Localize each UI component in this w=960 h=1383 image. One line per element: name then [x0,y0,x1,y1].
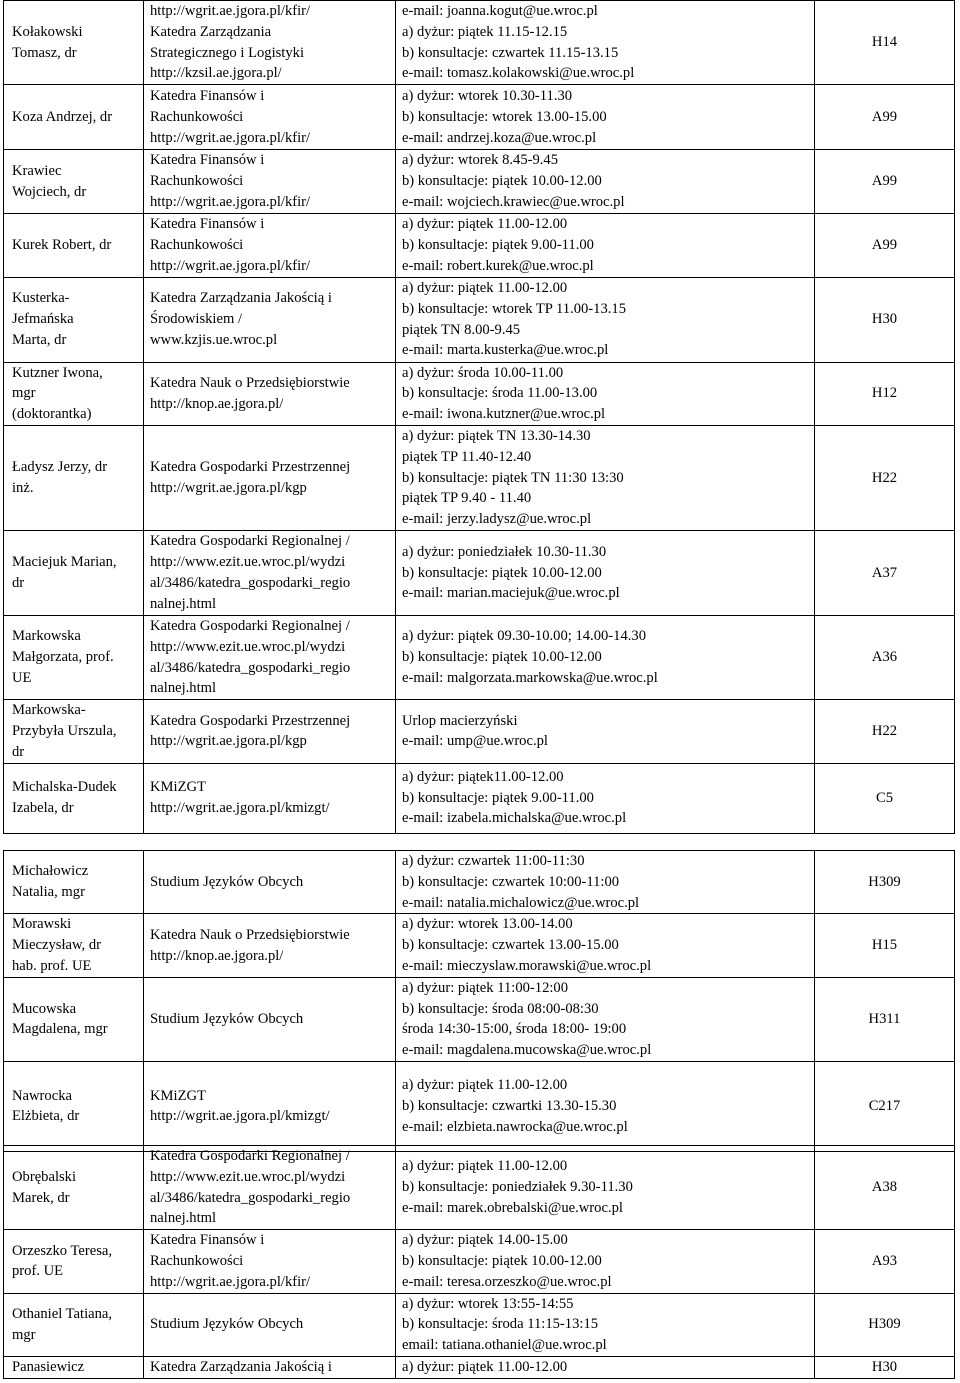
staff-name-cell [4,277,144,362]
staff-name-cell [4,700,144,763]
department-cell-line: Środowiskiem / [150,311,243,328]
office-hours-cell [396,425,815,530]
table-row [4,150,955,214]
department-cell-line: http://wgrit.ae.jgora.pl/kgp [150,479,307,496]
department-cell-line: http://wgrit.ae.jgora.pl/kfir/ [150,194,311,211]
staff-name-cell-line: Elżbieta, dr [12,1108,80,1125]
table-row [4,1293,955,1356]
room-cell [815,1,955,85]
office-hours-cell-line: b) konsultacje: czwartki 13.30-15.30 [402,1098,617,1115]
office-hours-cell-line: a) dyżur: wtorek 13:55-14:55 [402,1295,574,1312]
office-hours-cell-line: e-mail: teresa.orzeszko@ue.wroc.pl [402,1273,612,1290]
department-cell [144,214,396,277]
staff-name-cell-line: Tomasz, dr [12,44,77,61]
office-hours-cell-line: b) konsultacje: piątek 9.00-11.00 [402,236,594,253]
staff-name-cell-line: Kurek Robert, dr [12,236,112,253]
room-cell [815,214,955,277]
table-row [4,277,955,362]
office-hours-cell [396,530,815,615]
office-hours-cell-line: a) dyżur: wtorek 10.30-11.30 [402,87,573,104]
office-hours-cell-line: a) dyżur: piątek 11.15-12.15 [402,23,568,40]
office-hours-cell-line: b) konsultacje: piątek TN 11:30 13:30 [402,469,624,486]
department-cell-line: Katedra Finansów i [150,1232,265,1249]
office-hours-cell [396,85,815,150]
office-hours-cell [396,615,815,699]
table-row [4,425,955,530]
room-cell-text: H309 [868,873,901,890]
room-cell-text: A37 [871,564,898,581]
office-hours-cell-line: a) dyżur: piątek 11.00-12.00 [402,1358,568,1375]
staff-name-cell-line: dr [12,574,25,591]
staff-name-cell-line: prof. UE [12,1263,64,1280]
department-cell-line: Katedra Gospodarki Regionalnej / [150,533,350,550]
staff-name-cell-line: Natalia, mgr [12,884,85,901]
office-hours-cell-line: email: tatiana.othaniel@ue.wroc.pl [402,1337,607,1354]
staff-name-cell-line: Ładysz Jerzy, dr [12,459,108,476]
office-hours-cell-line: b) konsultacje: wtorek 13.00-15.00 [402,108,607,125]
office-hours-cell-line: e-mail: robert.kurek@ue.wroc.pl [402,257,594,274]
staff-name-cell-line: Krawiec [12,162,62,179]
room-cell-text: H15 [871,937,898,954]
department-cell-line: Rachunkowości [150,236,244,253]
room-cell [815,914,955,977]
room-cell [815,150,955,214]
department-cell-line: Katedra Zarządzania Jakością i [150,1358,332,1375]
table-row [4,214,955,277]
department-cell-line: http://www.ezit.ue.wroc.pl/wydzi [150,1168,346,1185]
staff-name-cell [4,977,144,1061]
department-cell [144,1293,396,1356]
office-hours-cell-line: e-mail: jerzy.ladysz@ue.wroc.pl [402,511,592,528]
office-hours-cell [396,277,815,362]
table-row [4,851,955,914]
staff-name-cell [4,425,144,530]
room-cell-text: H311 [868,1010,901,1027]
table-row [4,85,955,150]
office-hours-cell-line: Urlop macierzyński [402,712,518,729]
room-cell-text: A99 [871,236,898,253]
staff-name-cell-line: Magdalena, mgr [12,1021,108,1038]
department-cell-line: al/3486/katedra_gospodarki_regio [150,1189,351,1206]
office-hours-cell [396,763,815,833]
office-hours-cell [396,1146,815,1230]
room-cell [815,1061,955,1151]
department-cell-line: Katedra Zarządzania Jakością i [150,290,332,307]
room-cell [815,530,955,615]
staff-name-cell-line: Othaniel Tatiana, [12,1305,113,1322]
department-cell-line: Rachunkowości [150,1252,244,1269]
room-cell-text: H30 [871,311,898,328]
department-cell [144,530,396,615]
staff-name-cell-line: (doktorantka) [12,406,92,423]
office-hours-cell-line: a) dyżur: środa 10.00-11.00 [402,364,564,381]
room-cell [815,277,955,362]
office-hours-cell-line: b) konsultacje: piątek 10.00-12.00 [402,1252,602,1269]
staff-name-cell [4,1293,144,1356]
department-cell-line: Strategicznego i Logistyki [150,44,305,61]
staff-name-cell-line: Przybyła Urszula, [12,722,117,739]
department-cell-line: Katedra Nauk o Przedsiębiorstwie [150,926,350,943]
department-cell-line: Katedra Gospodarki Regionalnej / [150,1148,350,1164]
department-cell-line: nalnej.html [150,680,217,697]
staff-table-3 [3,1145,955,1379]
department-cell-line: www.kzjis.ue.wroc.pl [150,331,278,348]
department-cell-line: Katedra Finansów i [150,216,265,233]
office-hours-cell [396,1230,815,1293]
office-hours-cell-line: a) dyżur: piątek 11.00-12.00 [402,1077,568,1094]
department-cell [144,1061,396,1151]
office-hours-cell-line: a) dyżur: piątek TN 13.30-14.30 [402,427,591,444]
staff-name-cell [4,851,144,914]
office-hours-cell-line: piątek TP 11.40-12.40 [402,448,532,465]
department-cell-line: Katedra Zarządzania [150,23,272,40]
department-cell-line: http://www.ezit.ue.wroc.pl/wydzi [150,554,346,571]
staff-table-2 [3,850,955,1152]
staff-name-cell-line: Markowska [12,628,81,645]
office-hours-cell-line: b) konsultacje: piątek 10.00-12.00 [402,173,602,190]
department-cell-line: Studium Języków Obcych [150,1316,304,1333]
office-hours-cell-line: a) dyżur: piątek 11.00-12.00 [402,216,568,233]
room-cell [815,1230,955,1293]
department-cell-line: nalnej.html [150,595,217,612]
staff-name-cell-line: Morawski [12,916,72,933]
room-cell-text: A99 [871,108,898,125]
room-cell-text: A36 [871,649,898,666]
room-cell-text: H30 [871,1358,898,1375]
office-hours-cell [396,1356,815,1378]
department-cell-line: http://wgrit.ae.jgora.pl/kgp [150,733,307,750]
department-cell [144,425,396,530]
office-hours-cell-line: b) konsultacje: piątek 9.00-11.00 [402,789,594,806]
department-cell-line: http://wgrit.ae.jgora.pl/kmizgt/ [150,1108,330,1125]
office-hours-cell-line: a) dyżur: piątek11.00-12.00 [402,768,564,785]
staff-name-cell-line: Panasiewicz [12,1358,85,1375]
staff-name-cell [4,615,144,699]
room-cell-text: A38 [871,1179,898,1196]
department-cell-line: Studium Języków Obcych [150,873,304,890]
staff-name-cell-line: dr [12,743,25,760]
department-cell-line: Rachunkowości [150,173,244,190]
staff-name-cell-line: Nawrocka [12,1087,72,1104]
staff-name-cell-line: Mieczysław, dr [12,937,102,954]
office-hours-cell-line: a) dyżur: piątek 11.00-12.00 [402,1158,568,1175]
department-cell-line: http://www.ezit.ue.wroc.pl/wydzi [150,638,346,655]
office-hours-cell [396,1,815,85]
staff-name-cell [4,1356,144,1378]
office-hours-cell-line: e-mail: wojciech.krawiec@ue.wroc.pl [402,194,625,211]
office-hours-cell [396,1061,815,1151]
staff-name-cell [4,150,144,214]
office-hours-cell-line: a) dyżur: wtorek 8.45-9.45 [402,152,559,169]
department-cell-line: Katedra Finansów i [150,87,265,104]
office-hours-cell-line: a) dyżur: czwartek 11:00-11:30 [402,853,585,869]
department-cell [144,1356,396,1378]
office-hours-cell-line: e-mail: marian.maciejuk@ue.wroc.pl [402,585,620,602]
staff-name-cell-line: Kutzner Iwona, [12,364,103,381]
office-hours-cell-line: piątek TP 9.40 - 11.40 [402,490,532,507]
staff-name-cell [4,362,144,425]
office-hours-cell [396,914,815,977]
office-hours-cell-line: b) konsultacje: środa 11.00-13.00 [402,385,598,402]
department-cell-line: Rachunkowości [150,108,244,125]
department-cell-line: http://kzsil.ae.jgora.pl/ [150,65,282,82]
office-hours-cell [396,214,815,277]
table-row [4,1230,955,1293]
room-cell-text: H12 [871,385,898,402]
staff-name-cell-line: Koza Andrzej, dr [12,108,113,125]
staff-name-cell-line: Izabela, dr [12,800,74,817]
department-cell-line: KMiZGT [150,1087,206,1104]
room-cell-text: H22 [871,722,898,739]
department-cell-line: http://wgrit.ae.jgora.pl/kfir/ [150,129,311,146]
room-cell [815,1146,955,1230]
office-hours-cell-line: e-mail: elzbieta.nawrocka@ue.wroc.pl [402,1118,628,1135]
table-row [4,1,955,85]
staff-name-cell-line: mgr [12,1326,36,1343]
office-hours-cell [396,1293,815,1356]
department-cell-line: Katedra Nauk o Przedsiębiorstwie [150,374,350,391]
office-hours-cell-line: a) dyżur: poniedziałek 10.30-11.30 [402,543,607,560]
staff-name-cell-line: inż. [12,479,34,496]
office-hours-cell-line: b) konsultacje: wtorek TP 11.00-13.15 [402,300,627,317]
department-cell [144,615,396,699]
room-cell-text: H309 [868,1316,901,1333]
staff-name-cell [4,914,144,977]
department-cell-line: KMiZGT [150,779,206,796]
department-cell [144,700,396,763]
room-cell [815,85,955,150]
table-row [4,1356,955,1378]
staff-name-cell-line: mgr [12,385,36,402]
room-cell-text: A93 [871,1252,898,1269]
office-hours-cell [396,851,815,914]
table-row [4,530,955,615]
office-hours-cell-line: e-mail: malgorzata.markowska@ue.wroc.pl [402,669,658,686]
table-row [4,1146,955,1230]
department-cell-line: al/3486/katedra_gospodarki_regio [150,574,351,591]
department-cell-line: http://knop.ae.jgora.pl/ [150,395,284,412]
department-cell-line: http://wgrit.ae.jgora.pl/kfir/ [150,1273,311,1290]
staff-table-1 [3,0,955,834]
table-row [4,615,955,699]
department-cell [144,977,396,1061]
office-hours-cell-line: b) konsultacje: poniedziałek 9.30-11.30 [402,1179,633,1196]
staff-name-cell [4,1061,144,1151]
department-cell-line: Katedra Gospodarki Przestrzennej [150,459,351,476]
staff-name-cell [4,1146,144,1230]
table-row [4,362,955,425]
office-hours-cell-line: b) konsultacje: czwartek 11.15-13.15 [402,44,619,61]
office-hours-cell-line: a) dyżur: piątek 14.00-15.00 [402,1232,568,1249]
room-cell [815,763,955,833]
office-hours-cell [396,362,815,425]
office-hours-cell-line: e-mail: tomasz.kolakowski@ue.wroc.pl [402,65,635,82]
department-cell [144,1230,396,1293]
office-hours-cell [396,150,815,214]
room-cell [815,1293,955,1356]
office-hours-cell-line: e-mail: iwona.kutzner@ue.wroc.pl [402,406,606,423]
office-hours-cell-line: środa 14:30-15:00, środa 18:00- 19:00 [402,1021,627,1038]
office-hours-cell-line: piątek TN 8.00-9.45 [402,321,521,338]
office-hours-cell-line: e-mail: andrzej.koza@ue.wroc.pl [402,129,597,146]
department-cell [144,763,396,833]
department-cell-line: Studium Języków Obcych [150,1010,304,1027]
office-hours-cell-line: b) konsultacje: środa 08:00-08:30 [402,1000,599,1017]
staff-name-cell-line: Małgorzata, prof. [12,649,114,666]
department-cell [144,1146,396,1230]
department-cell [144,914,396,977]
office-hours-cell-line: e-mail: magdalena.mucowska@ue.wroc.pl [402,1042,652,1059]
department-cell [144,1,396,85]
department-cell-line: http://wgrit.ae.jgora.pl/kmizgt/ [150,800,330,817]
department-cell-line: http://wgrit.ae.jgora.pl/kfir/ [150,3,311,19]
department-cell [144,150,396,214]
table-row [4,700,955,763]
room-cell [815,362,955,425]
staff-name-cell [4,530,144,615]
staff-name-cell-line: Marek, dr [12,1189,70,1206]
department-cell [144,851,396,914]
office-hours-cell-line: b) konsultacje: czwartek 10:00-11:00 [402,873,620,890]
table-row [4,1061,955,1151]
staff-name-cell-line: Markowska- [12,702,86,719]
office-hours-cell-line: b) konsultacje: czwartek 13.00-15.00 [402,937,619,954]
staff-name-cell-line: Orzeszko Teresa, [12,1242,113,1259]
office-hours-cell [396,700,815,763]
department-cell-line: nalnej.html [150,1210,217,1227]
staff-name-cell-line: UE [12,669,32,686]
office-hours-cell [396,977,815,1061]
department-cell-line: http://wgrit.ae.jgora.pl/kfir/ [150,257,311,274]
room-cell [815,425,955,530]
office-hours-cell-line: e-mail: izabela.michalska@ue.wroc.pl [402,810,627,827]
staff-name-cell-line: Michalska-Dudek [12,779,117,796]
staff-name-cell-line: Marta, dr [12,331,67,348]
staff-name-cell-line: Obrębalski [12,1168,77,1185]
department-cell-line: Katedra Gospodarki Przestrzennej [150,712,351,729]
room-cell [815,615,955,699]
room-cell [815,700,955,763]
staff-name-cell-line: hab. prof. UE [12,957,92,974]
room-cell-text: C217 [868,1098,901,1115]
department-cell-line: Katedra Gospodarki Regionalnej / [150,617,350,634]
room-cell [815,977,955,1061]
office-hours-cell-line: b) konsultacje: środa 11:15-13:15 [402,1316,599,1333]
office-hours-cell-line: a) dyżur: piątek 09.30-10.00; 14.00-14.30 [402,628,646,645]
staff-name-cell-line: Wojciech, dr [12,183,87,200]
office-hours-cell-line: a) dyżur: piątek 11.00-12.00 [402,279,568,296]
office-hours-cell-line: b) konsultacje: piątek 10.00-12.00 [402,564,602,581]
staff-name-cell [4,1,144,85]
room-cell-text: C5 [875,789,894,806]
room-cell [815,851,955,914]
staff-name-cell [4,85,144,150]
department-cell [144,277,396,362]
department-cell [144,362,396,425]
staff-name-cell-line: Michałowicz [12,863,89,880]
room-cell [815,1356,955,1378]
department-cell-line: al/3486/katedra_gospodarki_regio [150,659,351,676]
staff-name-cell-line: Maciejuk Marian, [12,554,117,571]
office-hours-cell-line: e-mail: marta.kusterka@ue.wroc.pl [402,342,609,359]
table-row [4,914,955,977]
department-cell-line: http://knop.ae.jgora.pl/ [150,947,284,964]
department-cell-line: Katedra Finansów i [150,152,265,169]
office-hours-cell-line: e-mail: natalia.michalowicz@ue.wroc.pl [402,894,640,911]
room-cell-text: H22 [871,469,898,486]
staff-name-cell-line: Jefmańska [12,311,74,328]
office-hours-cell-line: e-mail: joanna.kogut@ue.wroc.pl [402,3,598,19]
office-hours-cell-line: e-mail: marek.obrebalski@ue.wroc.pl [402,1199,623,1216]
room-cell-text: H14 [871,34,898,51]
staff-name-cell [4,1230,144,1293]
office-hours-cell-line: a) dyżur: piątek 11:00-12:00 [402,979,569,996]
table-row [4,977,955,1061]
office-hours-cell-line: e-mail: ump@ue.wroc.pl [402,733,548,750]
staff-name-cell-line: Kołakowski [12,23,83,40]
staff-name-cell-line: Kusterka- [12,290,70,307]
staff-name-cell [4,214,144,277]
office-hours-cell-line: b) konsultacje: piątek 10.00-12.00 [402,649,602,666]
staff-name-cell [4,763,144,833]
room-cell-text: A99 [871,173,898,190]
table-row [4,763,955,833]
office-hours-cell-line: a) dyżur: wtorek 13.00-14.00 [402,916,573,933]
staff-name-cell-line: Mucowska [12,1000,77,1017]
office-hours-cell-line: e-mail: mieczyslaw.morawski@ue.wroc.pl [402,957,652,974]
department-cell [144,85,396,150]
